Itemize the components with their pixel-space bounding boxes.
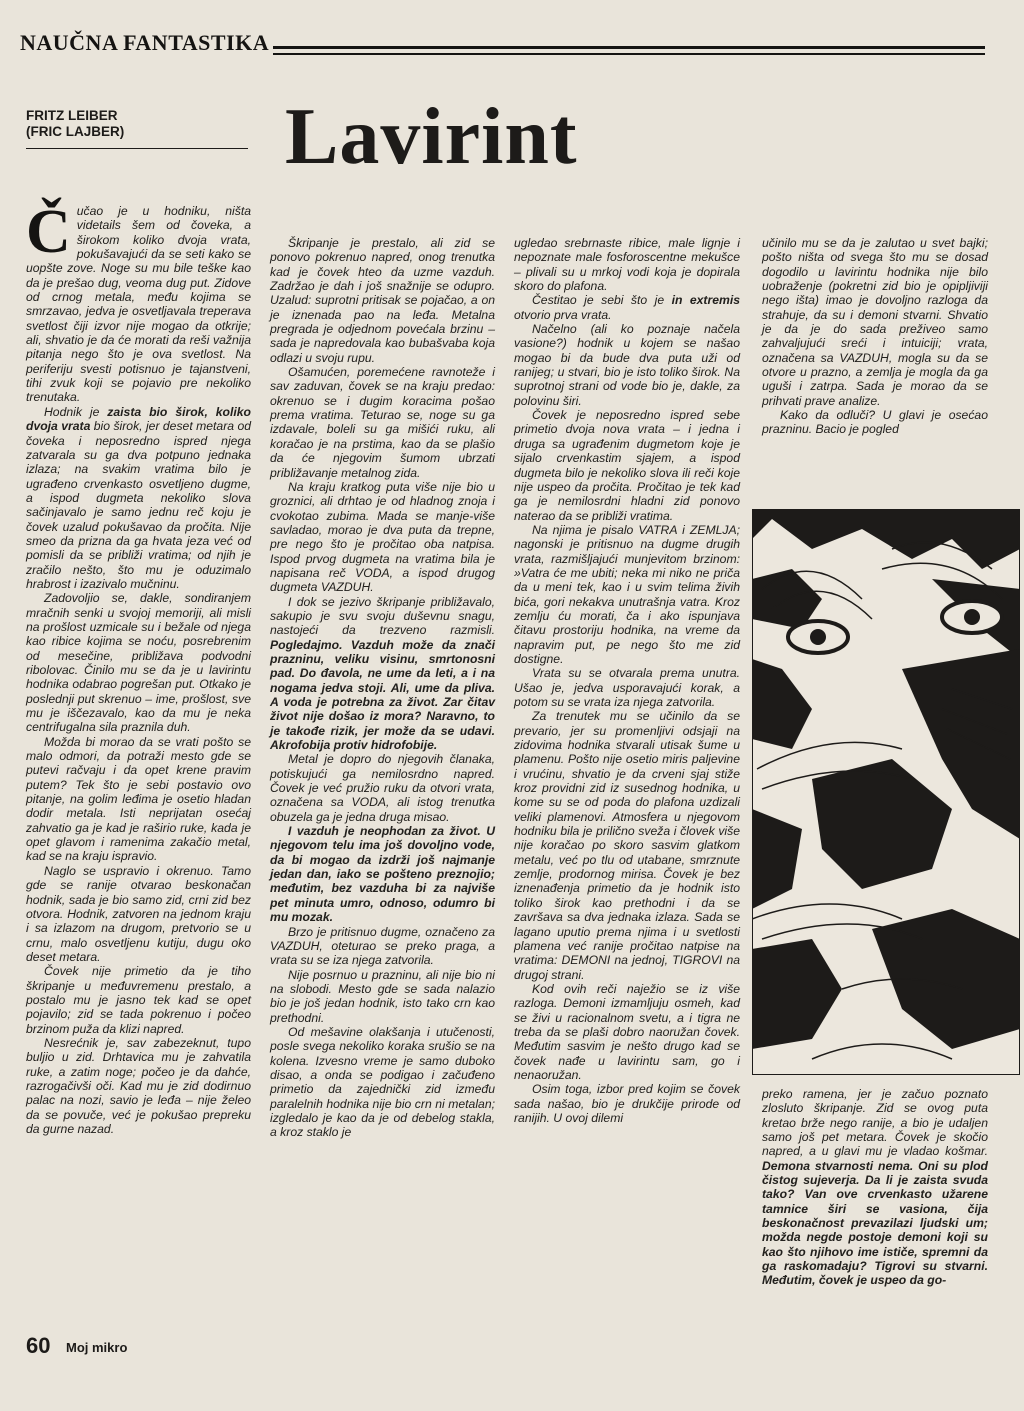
paragraph: ugledao srebrnaste ribice, male lignje i nepoznate male fosforoscentne mekušce – plivali su u mrkoj vodi koja je dopirala skoro do plafona.	[514, 236, 740, 294]
paragraph: Škripanje je prestalo, ali zid se ponovo pokrenuo napred, onog trenutka kad je čovek hteo da uzme vazduh. Zadržao je dah i još snažnije se odupro. Uzalud: suprotni pritisak se pojačao, a on je iznenada pao na leđa. Metalna pregrada je odjednom povećala brzinu – sada je napredovala kao bubašvaba koja odlazi u svoju rupu.	[270, 236, 495, 365]
paragraph: Načelno (ali ko poznaje načela vasione?) hodnik u kojem se našao mogao bi da bude dva puta uži od ranijeg; u stvari, bio je isto toliko širok. Na suprotnoj strani od vode bio je, dakle, za polovinu širi.	[514, 322, 740, 408]
paragraph: Naglo se uspravio i okrenuo. Tamo gde se ranije otvarao beskonačan hodnik, sada je bio samo zid, crni zid bez otvora. Hodnik, zatvoren na jednom kraju i sa izlazom na drugom, pretvorio se u crnu, malo osvetljenu kutiju, dugu oko deset metara.	[26, 863, 251, 964]
paragraph-text: otvorio prva vrata.	[514, 307, 612, 322]
paragraph-text: Čestitao je sebi što je	[532, 293, 672, 308]
paragraph-text: učao je u hodniku, ništa videtails šem od čoveka, a širokom koliko dvoja vrata, pokušavajući da se seti kako se uopšte zove. Noge su mu bile teške kao da je prešao dug, veoma dug put. Zidove od crnog metala, među kojima se smrzavao, jedva je osvetljavala treperava svetlost čiji izvor nije mogao da otkrije; ali, shvatio je da će morati da reši važnija pitanja nego što je ova svetlost. Na periferiju svesti potisnuo je tajanstveni, tihi zvuk koji se pojavio pre nekoliko trenutaka.	[26, 204, 251, 405]
author-name-transliterated: (FRIC LAJBER)	[26, 124, 125, 139]
emphasis-text: Demona stvarnosti nema. Oni su plod čistog sujeverja. Da li je zaista svuda tako? Van ove crvenkasto užarene tamnice širi se vasiona, čija beskonačnost prevazilazi ljudski um; možda negde postoje demoni koji su kao što njihovo ime ističe, spremni da ga raskomadaju? Tigrovi su stvarni. Međutim, čovek je uspeo da go-	[762, 1158, 988, 1288]
column-4-bottom	[762, 1087, 988, 1288]
paragraph	[26, 405, 251, 591]
section-header	[20, 22, 985, 62]
column-2	[270, 236, 495, 1140]
paragraph	[514, 293, 740, 322]
paragraph: Metal je dopro do njegovih članaka, potiskujući ga nemilosrdno napred. Čovek je već pružio ruku da otvori vrata, označena sa VODA, ali istog trenutka obuzela ga je jedna druga misao.	[270, 752, 495, 824]
paragraph: Čovek je neposredno ispred sebe primetio dvoja nova vrata – i jedna i druga sa ugrađenim dugmetom koje je sijalo crvenkastim sjajem, a ispod dugmeta bilo je nekoliko slova ili reči koje nije uspeo da pročita. Pročitao je tek kad ga je nemilosrdni hladni zid ponovo naterao da se približi vratima.	[514, 408, 740, 523]
author-name: FRITZ LEIBER	[26, 108, 118, 123]
paragraph	[26, 198, 251, 405]
paragraph: Kod ovih reči naježio se iz više razloga. Demoni izmamljuju osmeh, kad se živi u racionalnom svetu, a i tigra ne treba da se plaši dobro naoružan čovek. Međutim sasvim je nešto drugo kad se čovek nađe u lavirintu sam, go i nenaoružan.	[514, 981, 740, 1082]
magazine-name: Moj mikro	[66, 1340, 128, 1355]
drop-cap: Č	[26, 198, 71, 266]
paragraph	[270, 824, 495, 924]
paragraph-text: Hodnik je	[44, 404, 108, 419]
paragraph: Možda bi morao da se vrati pošto se malo odmori, da potraži mesto gde se putevi račvaju i da opet krene pravim putem? Tek što je sebi postavio ovo pitanje, na golim leđima je osetio hladan dodir metala. Isti neprijatan osećaj zahvatio ga je kad je raširio ruke, kada je opet glavom i ramenima zakačio metal, kad se na kraju ispravio.	[26, 734, 251, 864]
paragraph: Čovek nije primetio da je tiho škripanje u međuvremenu prestalo, a postalo mu je jasno tek kad se opet pojavilo; zid se tada pokrenuo i počeo brzinom puža da klizi napred.	[26, 964, 251, 1036]
paragraph: Na njima je pisalo VATRA i ZEMLJA; nagonski je pritisnuo na dugme drugih vrata, razmišljajući munjevitom brzinom: »Vatra će me ubiti; neka mi niko ne priča da u meni tek, kao i u svim telima živih bića, gori nekakva unutrašnja vatra. Kroz zemlju ću morati, ča i ako ispunjava čitavu prostoriju hodnika, na vreme da napravim put, pe nego što me zid dostigne.	[514, 522, 740, 666]
paragraph: Nije posrnuo u prazninu, ali nije bio ni na slobodi. Mesto gde se sada nalazio bio je još jedan hodnik, isto tako crn kao prethodni.	[270, 967, 495, 1025]
paragraph: Brzo je pritisnuo dugme, označeno za VAZDUH, oteturao se preko praga, a vrata su se iza njega zatvorila.	[270, 924, 495, 968]
emphasis-text: in extremis	[671, 293, 740, 308]
paragraph: Na kraju kratkog puta više nije bio u groznici, ali drhtao je od hladnog znoja i cvokotao zubima. Mada se manje-više savladao, morao je dva puta da trepne, pre nego što je pročitao oba natpisa. Ispod prvog dugmeta na vratima bila je napisana reč VODA, a ispod drugog dugmeta VAZDUH.	[270, 479, 495, 595]
paragraph: Osim toga, izbor pred kojim se čovek sada našao, bio je drukčije prirode od ranijih. U ovoj dilemi	[514, 1082, 740, 1125]
emphasis-text: Pogledajmo. Vazduh može da znači prazninu, veliku visinu, smrtonosni pad. Do đavola, ne ume da leti, a i na nogama jedva stoji. Ali, ume da pliva. A voda je potrebna za život. Zar čitav život nije došao iz mora? Naravno, to je takođe rizik, jer može da se udavi. Akrofobija protiv hidrofobije.	[270, 637, 495, 753]
page-number: 60	[26, 1333, 51, 1358]
emphasis-text: zaista bio širok, koliko dvoja vrata	[26, 404, 251, 434]
paragraph-text: bio širok, jer deset metara od čoveka i neposredno ispred njega zatvarala su ga dva potpuno jednaka izlaza; na svakim vratima bilo je ugrađeno crvenkasto osvetljeno dugme, a ispod dugmeta nekoliko slova sačinjavalo je samo jednu reč koju je čovek uzalud pokušavao da pročita. Nije smeo da prizna da ga hvata jeza već od pomisli da se približi vratima; od njih je zračilo nešto, što mu je oduzimalo hrabrost i izazivalo mučninu.	[26, 419, 251, 591]
paragraph: Za trenutek mu se učinilo da se prevario, jer su promenljivi odsjaji na zidovima hodnika stvarali utisak šume u plamenu. Pošto nije osetio miris paljevine i vrućinu, shvatio je da crveni sjaj stiže kroz providni zid iz susednog hodnika, u kome su se od poda do plafona uzdizali veliki plamenovi. Atmosfera u njegovom hodniku bila je prilično sveža i človek više nije koračao po skoro sasvim glatkom metalu, već po tlu od utabane, smrznute zemlje, prodornog mirisa. Čovek je bez iznenađenja primetio da je hodnik isto toliko širok kao prethodni i da se završava sa dva jednaka izlaza. Sada se lagano uputio prema njima i u svetlosti plamena već ranije pročitao natpise na vratima: DEMONI na jednoj, TIGROVI na drugoj strani.	[514, 709, 740, 982]
paragraph: Kako da odluči? U glavi je osećao prazninu. Bacio je pogled	[762, 408, 988, 437]
paragraph: učinilo mu se da je zalutao u svet bajki; pošto ništa od svega što mu se dosad dogodilo u lavirintu hodnika nije bilo uobraženje (pokretni zid bio je opipljiviji nego išta) imao je dovoljno razloga da strahuje, da su i demoni stvarni. Shvatio je da je do sada preživeo samo zahvaljujući sreći i intuiciji; vrata, označena sa VAZDUH, mogla su da se otvore u prazno, a zemlja je mogla da ga uguši i zatrpa. Sada je morao da se prihvati prave analize.	[762, 236, 988, 408]
tiger-illustration	[752, 509, 1020, 1075]
paragraph	[762, 1087, 988, 1288]
paragraph-text: I dok se jezivo škripanje približavalo, sakupio je svu svoju duševnu snagu, nastojeći da trezveno razmisli.	[270, 594, 495, 638]
article-title: Lavirint	[285, 93, 578, 181]
column-1	[26, 198, 251, 1136]
column-3	[514, 236, 740, 1125]
paragraph: Vrata su se otvarala prema unutra. Ušao je, jedva usporavajući korak, a potom su se vrata iza njega zatvorila.	[514, 666, 740, 709]
author-block	[26, 108, 246, 140]
emphasis-text: I vazduh je neophodan za život. U njegovom telu ima još dovoljno vode, da bi mogao da izdrži još najmanje jedan dan, iako se pošteno preznojio; međutim, bez vazduha bi za najviše pet minuta umro, odnoso, odumro bi mu mozak.	[270, 824, 495, 925]
paragraph	[270, 595, 495, 753]
author-rule	[26, 148, 248, 149]
column-4-top	[762, 236, 988, 437]
paragraph: Ošamućen, poremećene ravnoteže i sav zaduvan, čovek se na kraju predao: okrenuo se i dugim koracima pošao prema vratima. Teturao se, noge su ga izdavale, boleli su ga mišići ruku, ali koračao je na prstima, kao da se plašio da će njegovim šumom ubrzati približavanje metalnog zida.	[270, 365, 495, 480]
paragraph-text: preko ramena, jer je začuo poznato zlosluto škripanje. Zid se ovog puta kretao brže nego ranije, a bio je udaljen samo još pet metara. Čovek je skočio napred, a u glavi mu je vladao košmar.	[762, 1087, 988, 1159]
section-title: NAUČNA FANTASTIKA	[20, 30, 273, 56]
paragraph: Zadovoljio se, dakle, sondiranjem mračnih senki u svojoj memoriji, ali misli na prošlost uzmicale su i bežale od njega kao ribice kojima se noću, posrebrenim od mesečine, približava podvodni ribolovac. Činilo mu se da je u lavirintu hodnika odabrao pogrešan put. Otkako je poslednji put skrenuo – ime, prošlost, sve mu je iščezavalo, kao da mu je neka centrifugalna sila praznila duh.	[26, 591, 251, 735]
paragraph: Nesrećnik je, sav zabezeknut, tupo buljio u zid. Drhtavica mu je zahvatila ruke, a zatim noge; počeo je da dahće, razrogačivši oči. Kad mu je zid dodirnuo palac na nozi, savio je leđa – nije želeo da se povuče, već je pokušao prepreku da gurne nazad.	[26, 1035, 251, 1136]
paragraph: Od mešavine olakšanja i utučenosti, posle svega nekoliko koraka srušio se na kolena. Izvesno vreme je samo duboko disao, a onda se podigao i začuđeno primetio da zajednički zid između paralelnih hodnika nije bio crn ni metalan; izgledalo je kao da je od debelog stakla, a kroz staklo je	[270, 1024, 495, 1140]
